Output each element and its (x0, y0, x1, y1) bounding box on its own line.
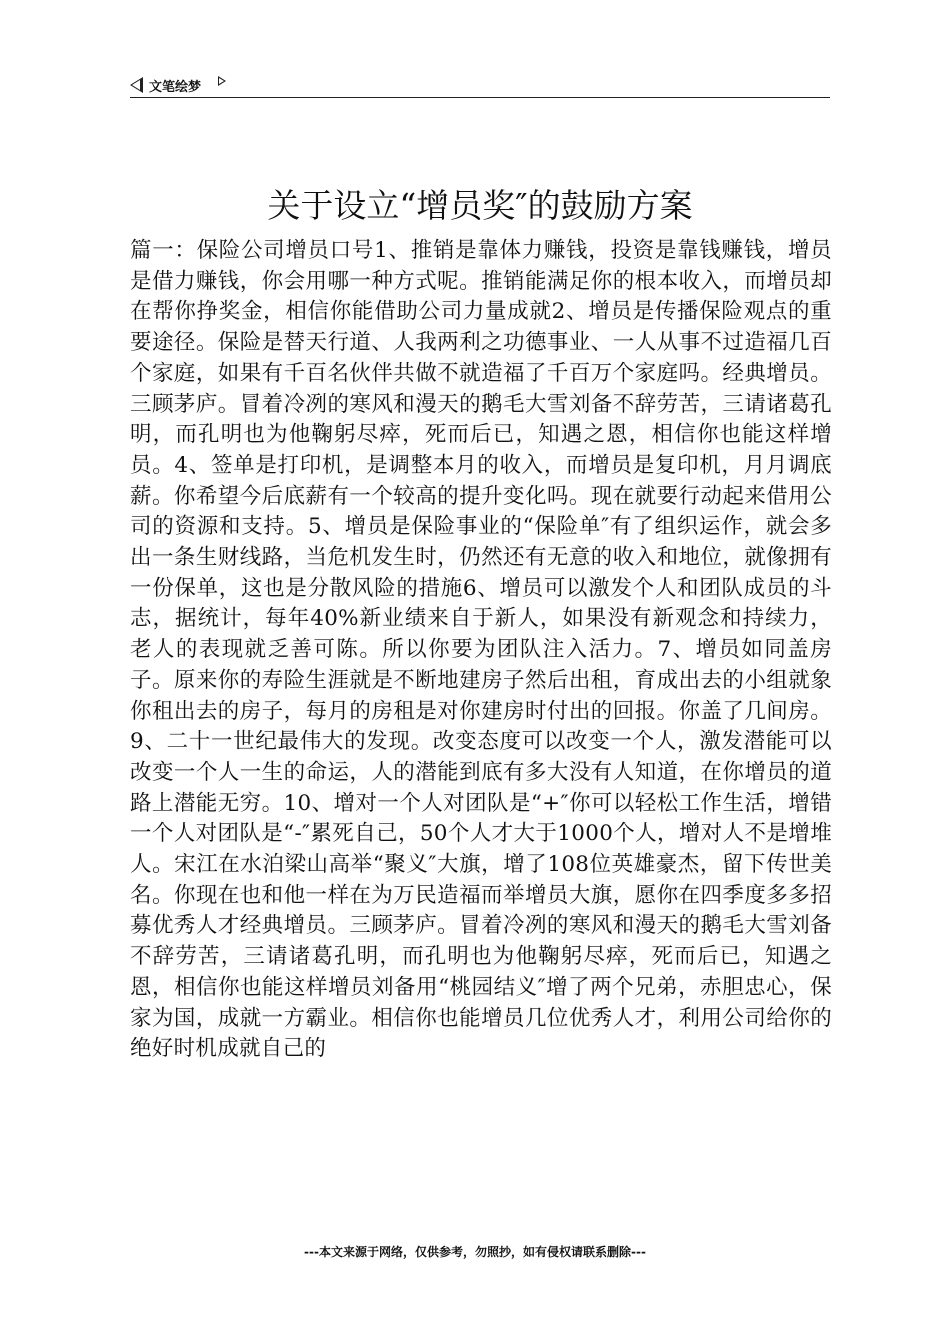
page-header (130, 74, 830, 98)
left-triangle-icon (130, 77, 143, 93)
footer-disclaimer: ---本文来源于网络，仅供参考，勿照抄，如有侵权请联系删除--- (304, 1245, 646, 1259)
document-title: 关于设立“增员奖″的鼓励方案 (267, 186, 693, 225)
right-triangle-icon (218, 76, 226, 86)
header-divider (130, 97, 830, 98)
document-body: 篇一：保险公司增员口号1、推销是靠体力赚钱，投资是靠钱赚钱，增员是借力赚钱，你会用哪一种方式呢。推销能满足你的根本收入，而增员却在帮你挣奖金，相信你能借助公司力量成就2、增员是传播保险观点的重要途径。保险是替天行道、人我两利之功德事业、一人从事不过造福几百个家庭，如果有千百名伙伴共做不就造福了千百万个家庭吗。经典增员。三顾茅庐。冒着冷冽的寒风和漫天的鹅毛大雪刘备不辞劳苦，三请诸葛孔明，而孔明也为他鞠躬尽瘁，死而后已，知遇之恩，相信你也能这样增员。4、签单是打印机，是调整本月的收入，而增员是复印机，月月调底薪。你希望今后底薪有一个较高的提升变化吗。现在就要行动起来借用公司的资源和支持。5、增员是保险事业的“保险单″有了组织运作，就会多出一条生财线路，当危机发生时，仍然还有无意的收入和地位，就像拥有一份保单，这也是分散风险的措施6、增员可以激发个人和团队成员的斗志，据统计，每年40%新业绩来自于新人，如果没有新观念和持续力，老人的表现就乏善可陈。所以你要为团队注入活力。7、增员如同盖房子。原来你的寿险生涯就是不断地建房子然后出租，育成出去的小组就象你租出去的房子，每月的房租是对你建房时付出的回报。你盖了几间房。9、二十一世纪最伟大的发现。改变态度可以改变一个人，激发潜能可以改变一个人一生的命运，人的潜能到底有多大没有人知道，在你增员的道路上潜能无穷。10、增对一个人对团队是“+″你可以轻松工作生活，增错一个人对团队是“-″累死自己，50个人才大于1000个人，增对人不是增堆人。宋江在水泊梁山高举“聚义″大旗，增了108位英雄豪杰，留下传世美名。你现在也和他一样在为万民造福而举增员大旗，愿你在四季度多多招募优秀人才经典增员。三顾茅庐。冒着冷冽的寒风和漫天的鹅毛大雪刘备不辞劳苦，三请诸葛孔明，而孔明也为他鞠躬尽瘁，死而后已，知遇之恩，相信你也能这样增员刘备用“桃园结义″增了两个兄弟，赤胆忠心，保家为国，成就一方霸业。相信你也能增员几位优秀人才，利用公司给你的绝好时机成就自己的 (130, 238, 832, 1062)
header-logo-text: 文笔绘梦 (149, 80, 202, 95)
